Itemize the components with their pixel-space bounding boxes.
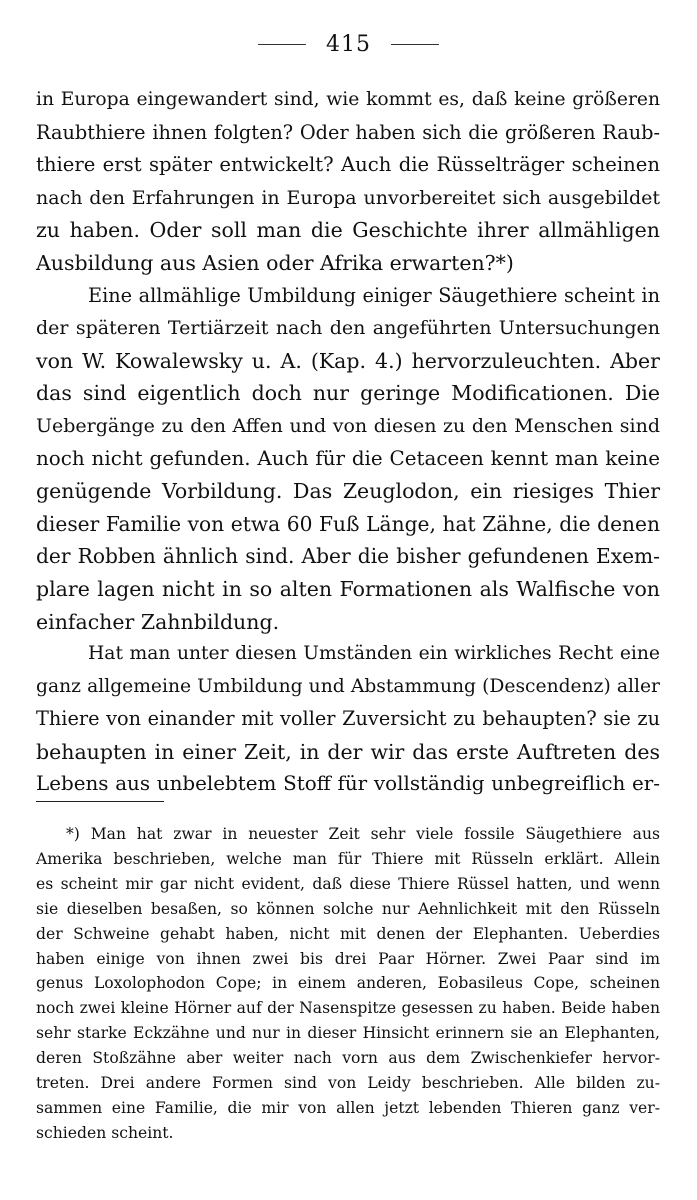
text-line: Eine allmählige Umbildung einiger Säugethiere scheint in — [88, 283, 660, 307]
footnote — [36, 822, 660, 1146]
footnote-line: haben einige von ihnen zwei bis drei Paar Hörner. Zwei Paar sind im — [36, 949, 660, 968]
text-line: Hat man unter diesen Umständen ein wirkliches Recht eine — [88, 643, 660, 665]
text-line: noch nicht gefunden. Auch für die Cetaceen kennt man keine — [36, 446, 660, 470]
footnote-line: es scheint mir gar nicht evident, daß diese Thiere Rüssel hatten, und wenn — [36, 874, 660, 893]
footnote-separator — [36, 801, 164, 802]
paragraph-3 — [36, 638, 660, 801]
paragraph-1 — [36, 84, 660, 280]
text-line: in Europa eingewandert sind, wie kommt es, daß keine größeren — [36, 89, 660, 110]
text-line: behaupten in einer Zeit, in der wir das erste Auftreten des — [36, 739, 660, 764]
main-text — [36, 84, 660, 801]
page-number: 415 — [326, 31, 371, 57]
text-line: Thiere von einander mit voller Zuversicht zu behaupten? sie zu — [36, 707, 660, 731]
footnote-line: der Schweine gehabt haben, nicht mit denen der Elephanten. Ueberdies — [36, 924, 660, 943]
text-line: von W. Kowalewsky u. A. (Kap. 4.) hervorzuleuchten. Aber — [36, 348, 660, 373]
footnote-line: deren Stoßzähne aber weiter nach vorn aus dem Zwischenkiefer hervor- — [36, 1049, 660, 1068]
text-line: dieser Familie von etwa 60 Fuß Länge, hat Zähne, die denen — [36, 511, 660, 536]
footnote-line: sammen eine Familie, die mir von allen jetzt lebenden Thieren ganz ver- — [36, 1098, 660, 1117]
text-line: der späteren Tertiärzeit nach den angeführten Untersuchungen — [36, 317, 660, 340]
footnote-line: sie dieselben besaßen, so können solche nur Aehnlichkeit mit den Rüsseln — [36, 899, 660, 918]
footnote-line: noch zwei kleine Hörner auf der Nasenspitze gesessen zu haben. Beide haben — [36, 999, 660, 1018]
text-line: ganz allgemeine Umbildung und Abstammung (Descendenz) aller — [36, 675, 660, 697]
header-rule-left — [258, 44, 306, 45]
header-rule-right — [391, 44, 439, 45]
footnote-line: Amerika beschrieben, welche man für Thiere mit Rüsseln erklärt. Allein — [36, 849, 660, 868]
text-line: zu haben. Oder soll man die Geschichte ihrer allmähligen — [36, 218, 660, 243]
page-header — [0, 28, 697, 60]
text-line: genügende Vorbildung. Das Zeuglodon, ein riesiges Thier — [36, 479, 660, 504]
text-line: Lebens aus unbelebtem Stoff für vollständig unbegreiflich er- — [36, 772, 660, 796]
footnote-line: sehr starke Eckzähne und nur in dieser Hinsicht erinnern sie an Elephanten, — [36, 1024, 660, 1043]
text-line: nach den Erfahrungen in Europa unvorbereitet sich ausgebildet — [36, 186, 660, 209]
footnote-line: schieden scheint. — [36, 1123, 174, 1142]
paragraph-2 — [36, 280, 660, 639]
text-line: Raubthiere ihnen folgten? Oder haben sich die größeren Raub- — [36, 120, 660, 144]
text-line: Ausbildung aus Asien oder Afrika erwarten?*) — [36, 250, 514, 275]
text-line: plare lagen nicht in so alten Formationen als Walfische von — [36, 576, 660, 601]
footnote-line: genus Loxolophodon Cope; in einem anderen, Eobasileus Cope, scheinen — [36, 974, 660, 993]
text-line: einfacher Zahnbildung. — [36, 609, 280, 634]
text-line: das sind eigentlich doch nur geringe Modificationen. Die — [36, 381, 660, 406]
text-line: der Robben ähnlich sind. Aber die bisher gefundenen Exem- — [36, 544, 660, 569]
footnote-line: treten. Drei andere Formen sind von Leidy beschrieben. Alle bilden zu- — [36, 1074, 660, 1093]
footnote-line: *) Man hat zwar in neuester Zeit sehr viele fossile Säugethiere aus — [66, 825, 660, 843]
text-line: Uebergänge zu den Affen und von diesen zu den Menschen sind — [36, 414, 660, 437]
text-line: thiere erst später entwickelt? Auch die Rüsselträger scheinen — [36, 153, 660, 177]
